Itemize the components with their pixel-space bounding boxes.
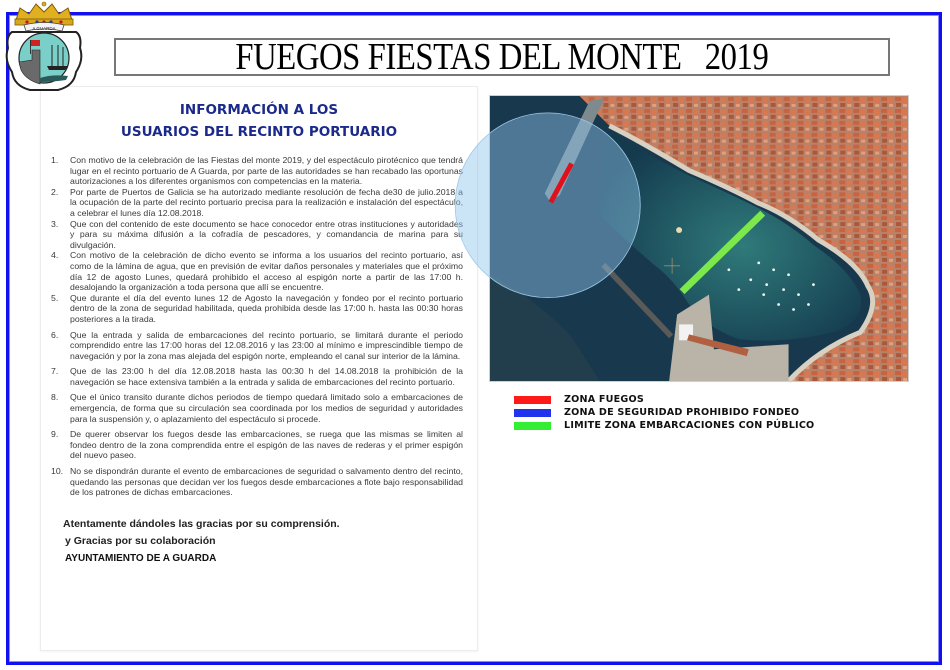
item-number: 3.	[51, 218, 59, 229]
list-item	[49, 293, 463, 325]
list-item	[49, 429, 463, 461]
item-number: 1.	[51, 155, 59, 165]
item-text: De querer observar los fuegos desde las embarcaciones, se ruega que las mismas se limiten al fondeo dentro de la zona comprendida entre el espigón de las naves de rederas y el primer espigón del nuevo paseo.	[70, 429, 463, 461]
legend-swatch-blue	[514, 409, 551, 417]
page-title: FUEGOS FIESTAS DEL MONTE 2019	[235, 36, 769, 78]
crown-icon	[15, 2, 73, 25]
list-item	[49, 466, 463, 498]
item-text: Que durante el día del evento lunes 12 de Agosto la navegación y fondeo por el recinto portuario dentro de la zona de seguridad habilitada, queda prohibida desde las 17:00 h. hasta las 00:30 horas posteriores a la tirada.	[70, 292, 463, 324]
item-text: No se dispondrán durante el evento de embarcaciones de seguridad o salvamento dentro del recinto, quedando las personas que decidan ver los fuegos desde embarcaciones a flote bajo responsabilidad de los patrones de dichas embarcaciones.	[70, 466, 463, 498]
list-item	[49, 187, 463, 219]
legend-item-zona-seguridad	[514, 406, 814, 419]
item-number: 10.	[51, 466, 64, 477]
info-heading-line1: INFORMACIÓN A LOS	[179, 102, 339, 118]
info-panel	[40, 86, 478, 651]
info-list	[41, 155, 477, 498]
legend-item-zona-fuegos	[514, 393, 814, 406]
legend-label: LIMITE ZONA EMBARCACIONES CON PÚBLICO	[564, 420, 815, 431]
crest-label: A GUARDA	[32, 26, 56, 31]
item-text: Que con del contenido de este documento se hace conocedor entre otras instituciones y autoridades y para su máxima difusión a la cofradía de pescadores, y comandancia de marina para su divulgación.	[70, 218, 463, 250]
legend-swatch-red	[514, 396, 551, 404]
info-heading	[41, 99, 477, 143]
item-number: 2.	[51, 186, 59, 197]
closing-thanks: Atentamente dándoles las gracias por su comprensión.	[63, 517, 340, 530]
legend-swatch-green	[514, 422, 551, 430]
list-item	[49, 155, 463, 187]
list-item	[49, 330, 463, 362]
legend-label: ZONA FUEGOS	[564, 394, 644, 405]
info-heading-line2: USUARIOS DEL RECINTO PORTUARIO	[120, 124, 398, 140]
list-item	[49, 250, 463, 292]
legend-label: ZONA DE SEGURIDAD PROHIBIDO FONDEO	[564, 407, 800, 418]
a-guarda-crest-logo	[2, 0, 86, 100]
item-number: 6.	[51, 329, 59, 340]
item-text: Que de las 23:00 h del día 12.08.2018 hasta las 00:30 h del 14.08.2018 la prohibición de la navegación se hace extensiva también a la entrada y salida de embarcaciones del recinto portuario.	[70, 366, 463, 387]
item-text: Que el único transito durante dichos periodos de tiempo quedará limitado solo a embarcaciones de emergencia, de forma que su circulación sea coordinada por los medios de seguridad y autoridades para la suspensión y, o aplazamiento del espectáculo si procede.	[70, 392, 463, 424]
list-item	[49, 219, 463, 251]
item-number: 7.	[51, 366, 59, 377]
list-item	[49, 366, 463, 387]
closing-text	[41, 516, 477, 567]
item-text: Que la entrada y salida de embarcaciones del recinto portuario, se limitará durante el periodo comprendido entre las 17:00 horas del 12.08.2016 y las 23:00 al mínimo e imprescindible tiempo de navegación y por la zona mas alejada del espigón norte, empleando el canal sur interior de la lámina.	[70, 329, 463, 361]
legend-item-limite-zona	[514, 419, 814, 432]
item-number: 5.	[51, 292, 59, 303]
closing-collaboration: y Gracias por su colaboración	[65, 534, 216, 547]
item-number: 9.	[51, 429, 59, 440]
closing-signature: AYUNTAMIENTO DE A GUARDA	[65, 552, 217, 564]
item-number: 4.	[51, 250, 59, 261]
item-text: Con motivo de la celebración de dicho evento se informa a los usuarios del recinto portuario, así como de la lámina de agua, que en previsión de evitar daños personales y materiales que el próximo día 12 de agosto Lunes, quedará prohibido el acceso al espigón norte a partir de las 17:00 h. desalojando la organización a toda persona que allí se encuentre.	[70, 250, 463, 293]
item-text: Por parte de Puertos de Galicia se ha autorizado mediante resolución de fecha de30 de julio.2018 a la ocupación de la parte del recinto portuario precisa para la realización e instalación del espectáculo, a celebrar el lunes día 12.08.2018.	[70, 186, 463, 218]
port-aerial-map	[489, 95, 909, 382]
map-legend	[514, 393, 814, 432]
item-text: Con motivo de la celebración de las Fiestas del monte 2019, y del espectáculo pirotécnico que tendrá lugar en el recinto portuario de A Guarda, por parte de las autoridades se han recabado las oportunas autorizaciones a los diferentes organismos con competencias en la materia.	[70, 155, 463, 187]
title-banner	[114, 38, 890, 76]
safety-zone-circle	[455, 113, 640, 298]
item-number: 8.	[51, 392, 59, 403]
list-item	[49, 392, 463, 424]
